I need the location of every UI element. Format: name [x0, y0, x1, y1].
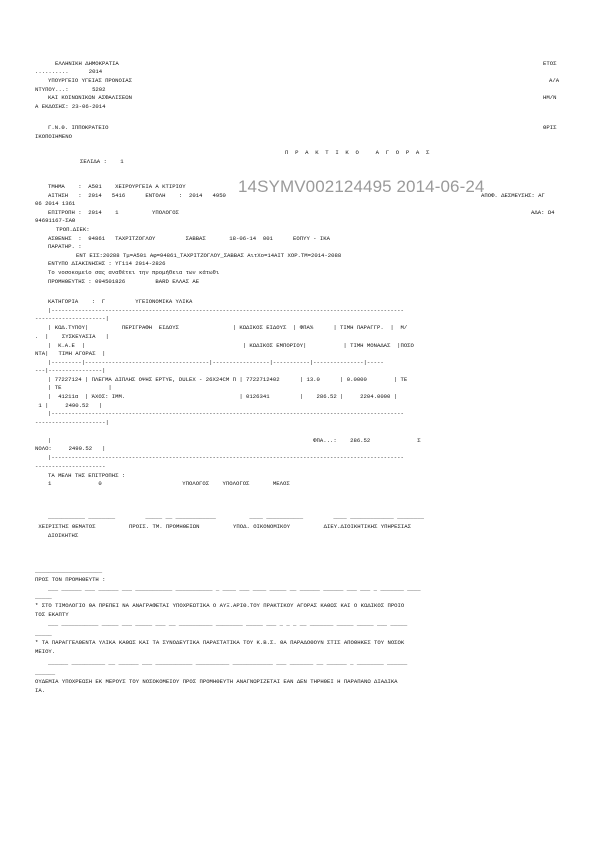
document-line: ΑΠΟΦ. ΔΕΣΜΕΥΣΗΣ: ΑΓ — [481, 192, 545, 199]
document-line: ΑΣΘΕΝΗΣ : 94861 ΤΑΧΡΙΤΖΟΓΛΟΥ ΣΑΒΒΑΣ 18-06-14 001 ΕΟΠΥΥ - ΙΚΑ — [48, 235, 330, 242]
document-line: ΣΕΛΙΔΑ : 1 — [80, 158, 124, 165]
document-line: 1 | 2490.52 | — [35, 402, 103, 409]
document-line: ΚΑΤΗΓΟΡΙΑ : Γ ΥΓΕΙΟΝΟΜΙΚΑ ΥΛΙΚΑ — [48, 298, 193, 305]
document-line: ΝΤΑ| ΤΙΜΗ ΑΓΟΡΑΣ | — [35, 350, 106, 357]
document-line: --------------------- — [35, 463, 106, 470]
document-line: 06 2014 1361 — [35, 200, 76, 207]
document-line: Το νοσοκομείο σας αναθέτει την προμήθεια των κάτωθι — [48, 269, 220, 276]
document-line: ΔΙΟΙΚΗΤΗΣ — [48, 532, 79, 539]
document-line: ____________________ — [35, 567, 103, 574]
document-line: ___________ ________ _____ __ ____________ ____ ___________ ____ _____________ ________ — [48, 513, 424, 520]
document-line: .......... 2014 — [35, 68, 103, 75]
document-line: ΠΑΡΑΤΗΡ. : — [48, 243, 82, 250]
document-line: ΕΛΛΗΝΙΚΗ ΔΗΜΟΚΡΑΤΙΑ — [55, 60, 119, 67]
document-line: | ΚΩΔ.ΤΥΠΟΥ| ΠΕΡΙΓΡΑΦΗ ΕΙΔΟΥΣ | ΚΩΔΙΚΟΣ ΕΙΔΟΥΣ | ΦΠΑ% | ΤΙΜΗ ΠΑΡΑΓΓΡ. | Μ/ — [48, 324, 408, 331]
document-line: ______ — [35, 669, 56, 676]
document-line: ΤΡΟΠ.ΔΙΕΚ: — [56, 226, 90, 233]
document-line: |---------|-------------------------------------|-----------------|-----------|---------------|----- — [48, 359, 384, 366]
document-line: Α ΕΚΔΟΣΗΣ: 23-06-2014 — [35, 103, 106, 110]
document-line: ---------------------| — [35, 315, 109, 322]
document-line: Γ.Ν.Θ. ΙΠΠΟΚΡΑΤΕΙΟ — [48, 124, 109, 131]
document-line: ΝΤΥΠΟΥ...: 5202 — [35, 86, 106, 93]
document-line: |--------------------------------------------------------------------------------------------------------- — [48, 410, 404, 417]
document-line: ΕΝΤΥΠΟ ΔΙΑΚΙΝΗΣΗΣ : ΥΓ114 2014-2826 — [48, 260, 166, 267]
document-line: ΑΙΤΗΣΗ : 2014 5416 ΕΝΤΟΛΗ : 2014 4950 — [48, 192, 226, 199]
document-line: ΠΡΟΜΗΘΕΥΤΗΣ : 094501826 BARD ΕΛΛΑΣ ΑΕ — [48, 278, 200, 285]
document-line: ___ ___________ _____ ___ _____ ___ __ __________ ________ _____ ___ _ _ _ __ _______ _____ _____ ___ _____ — [48, 620, 408, 627]
document-line: | Κ.Α.Ε | | ΚΩΔΙΚΟΣ ΕΜΠΟΡΙΟΥ| | ΤΙΜΗ ΜΟΝΑΔΑΣ |ΠΟΣΟ — [48, 342, 414, 349]
document-line: ΑΔΑ: Ω4 — [531, 209, 555, 216]
document-line: | 77227124 | ΠΛΕΓΜΑ ΔΙΠΛΗΣ ΟΨΗΣ ΕΡΤΥΕ, DULEX - 26X24CM Π | 7722712402 | 13.0 | 0.0000 | ΤΕ — [48, 376, 408, 383]
document-line: ΟΥΔΕΜΙΑ ΥΠΟΧΡΕΩΣΗ ΕΚ ΜΕΡΟΥΣ ΤΟΥ ΝΟΣΟΚΟΜΕΙΟΥ ΠΡΟΣ ΠΡΟΜΗΘΕΥΤΗ ΑΝΑΓΝΩΡΙΖΕΤΑΙ ΕΑΝ ΔΕΝ ΤΗΡΗΘΕΙ Η ΠΑΡΑΠΑΝΩ ΔΙΑΔΙΚΑ — [35, 678, 398, 685]
document-line: ---|----------------| — [35, 367, 106, 374]
document-line: * ΤΑ ΠΑΡΑΓΓΕΛΘΕΝΤΑ ΥΛΙΚΑ ΚΑΘΩΣ ΚΑΙ ΤΑ ΣΥΝΟΔΕΥΤΙΚΑ ΠΑΡΑΣΤΑΤΙΚΑ ΤΟΥ Κ.Β.Σ. ΘΑ ΠΑΡΑΔΟΘΟΥΝ ΣΤΙΣ ΑΠΟΘΗΚΕΣ ΤΟΥ ΝΟΣΟΚ — [35, 639, 405, 646]
document-line: Π Ρ Α Κ Τ Ι Κ Ο Α Γ Ο Ρ Α Σ — [285, 149, 430, 156]
document-line: ΧΕΙΡΙΣΤΗΣ ΘΕΜΑΤΟΣ ΠΡΟΙΣ. ΤΜ. ΠΡΟΜΗΘΕΙΩΝ ΥΠΟΔ. ΟΙΚΟΝΟΜΙΚΟΥ ΔΙΕΥ.ΔΙΟΙΚΗΤΙΚΗΣ ΥΠΗΡΕΣΙΑΣ — [35, 523, 411, 530]
document-line: ΕΝΤ ΕΙΣ:20288 Τμ=Α501 Αφ=94861_ΤΑΧΡΙΤΖΟΓΛΟΥ_ΣΑΒΒΑΣ ΑιτΧο=14ΑΙΤ ΧΟΡ.ΤΜ=2014-2088 — [76, 252, 342, 259]
document-line: ______ __________ __ ______ ___ ___________ __________ ____________ ___ _______ __ ______ _ ________ ______ — [48, 659, 408, 666]
document-line: . | ΣΥΣΚΕΥΑΣΙΑ | — [35, 333, 109, 340]
document-line: ΙΑ. — [35, 687, 46, 694]
document-line: ΚΑΙ ΚΟΙΝΩΝΙΚΩΝ ΑΣΦΑΛΙΣΕΩΝ — [48, 94, 132, 101]
document-line: |--------------------------------------------------------------------------------------------------------- — [48, 307, 404, 314]
document-line: ΘΡΙΣ — [543, 124, 557, 131]
document-line: 1 0 ΥΠΟΛΟΓΟΣ ΥΠΟΛΟΓΟΣ ΜΕΛΟΣ — [48, 480, 290, 487]
document-line: | 41211α | ΆΧΟΣ: ΙΜΜ. | 0126341 | 286.52 | 2204.0000 | — [48, 393, 398, 400]
document-line: 94691167-ΣΑΘ — [35, 217, 76, 224]
document-line: | ΤΕ | — [48, 384, 112, 391]
document-line: Α/Α — [549, 77, 560, 84]
document-line: ΤΑ ΜΕΛΗ ΤΗΣ ΕΠΙΤΡΟΠΗΣ : — [48, 472, 126, 479]
document-line: ΠΡΟΣ ΤΟΝ ΠΡΟΜΗΘΕΥΤΗ : — [35, 576, 106, 583]
document-line: * ΣΤΟ ΤΙΜΟΛΟΓΙΟ ΘΑ ΠΡΕΠΕΙ ΝΑ ΑΝΑΓΡΑΦΕΤΑΙ ΥΠΟΧΡΕΩΤΙΚΑ Ο ΑΥΞ.ΑΡΙΘ.ΤΟΥ ΠΡΑΚΤΙΚΟΥ ΑΓΟΡΑΣ ΚΑΘΩΣ ΚΑΙ Ο ΚΩΔΙΚΟΣ ΠΡΟΙΟ — [35, 602, 405, 609]
document-line: ΤΟΣ ΕΚΑΠΤΥ — [35, 611, 69, 618]
document-line: _____ — [35, 630, 52, 637]
document-line: ΥΠΟΥΡΓΕΙΟ ΥΓΕΙΑΣ ΠΡΟΝΟΙΑΣ — [48, 77, 132, 84]
document-line: ΝΟΛΟ: 2490.52 | — [35, 445, 106, 452]
document-line: ΤΜΗΜΑ : Α501 ΧΕΙΡΟΥΡΓΕΙΑ Α ΚΤΙΡΙΟΥ — [48, 183, 186, 190]
document-line: ___ ______ ___ ______ ___ ___________ ___________ _ ____ ___ ____ _____ __ ______ ______ ___ ___ _ _______ ____ — [48, 585, 421, 592]
document-id-stamp: 14SYMV002124495 2014-06-24 — [238, 177, 485, 196]
document-line: _____ — [35, 593, 52, 600]
document-line: ΜΕΙΟΥ. — [35, 648, 56, 655]
document-line: ΕΠΙΤΡΟΠΗ : 2014 1 ΥΠΟΛΟΓΟΣ — [48, 209, 179, 216]
document-line: ΙΚΟΠΟΙΗΜΕΝΟ — [35, 133, 72, 140]
document-line: |--------------------------------------------------------------------------------------------------------- — [48, 454, 404, 461]
document-line: ---------------------| — [35, 419, 109, 426]
document-line: ΕΤΟΣ — [543, 60, 557, 67]
document-line: | ΦΠΑ...: 286.52 Σ — [48, 437, 421, 444]
document-line: ΗΜ/Ν — [543, 94, 557, 101]
